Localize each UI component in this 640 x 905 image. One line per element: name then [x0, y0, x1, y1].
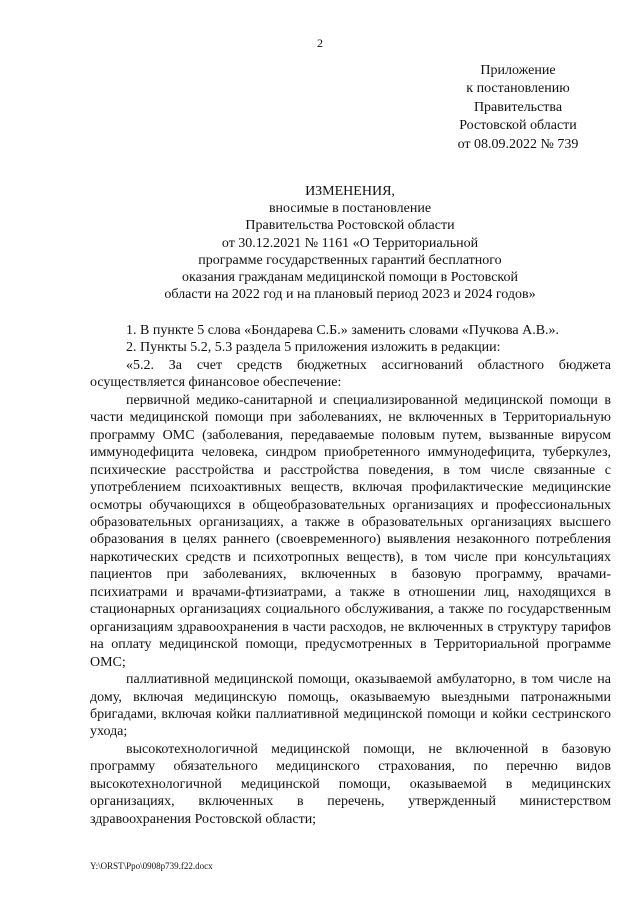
- annex-block: [440, 62, 596, 154]
- paragraph-high-tech: высокотехнологичной медицинской помощи, не включенной в базовую программу обязательного медицинского страхования, по перечню видов высокотехнологичной медицинской помощи, оказываемой в медицинских организациях, включенных в перечень, утвержденный министерством здравоохранения Ростовской области;: [90, 741, 611, 827]
- annex-line: к постановлению: [466, 81, 570, 97]
- annex-line: Правительства: [473, 99, 563, 115]
- document-title: [150, 183, 550, 303]
- title-line: от 30.12.2021 № 1161 «О Территориальной: [221, 235, 479, 251]
- title-heading: ИЗМЕНЕНИЯ,: [305, 184, 395, 199]
- title-line: области на 2022 год и на плановый период 2023 и 2024 годов»: [164, 287, 536, 303]
- title-line: оказания гражданам медицинской помощи в Ростовской: [181, 270, 518, 286]
- document-body: [90, 322, 611, 828]
- title-line: вносимые в постановление: [268, 201, 432, 217]
- item-1: 1. В пункте 5 слова «Бондарева С.Б.» заменить словами «Пучкова А.В.».: [126, 323, 560, 338]
- footer-file-path: Y:\ORST\Ppo\0908p739.f22.docx: [90, 861, 213, 871]
- annex-line: от 08.09.2022 № 739: [457, 136, 579, 152]
- annex-line: Приложение: [480, 63, 556, 78]
- annex-line: Ростовской области: [459, 118, 577, 134]
- paragraph-primary-care: первичной медико-санитарной и специализированной медицинской помощи в части медицинской помощи при заболеваниях, не включенных в Территориальную программу ОМС (заболевания, передаваемые половым путем, вызванные вирусом иммунодефицита человека, синдром приобретенного иммунодефицита, туберкулез, психические расстройства и расстройства поведения, в том числе связанные с употреблением психоактивных веществ, включая профилактические медицинские осмотры обучающихся в общеобразовательных организациях и профессиональных образовательных организациях, а также в образовательных организациях высшего образования в целях раннего (своевременного) выявления незаконного потребления наркотических средств и психотропных веществ), в том числе при консультациях пациентов при заболеваниях, включенных в базовую программу, врачами-психиатрами и врачами-фтизиатрами, а также в отношении лиц, находящихся в стационарных организациях социального обслуживания, а также по государственным организациям здравоохранения в части расходов, не включенных в структуру тарифов на оплату медицинской помощи, предусмотренных в Территориальной программе ОМС;: [90, 392, 611, 670]
- title-line: программе государственных гарантий бесплатного: [198, 252, 502, 268]
- title-line: Правительства Ростовской области: [245, 218, 455, 234]
- page-number: 2: [317, 36, 323, 50]
- paragraph-intro: «5.2. За счет средств бюджетных ассигнований областного бюджета осуществляется финансовое обеспечение:: [90, 357, 611, 391]
- item-2: 2. Пункты 5.2, 5.3 раздела 5 приложения изложить в редакции:: [126, 340, 501, 356]
- paragraph-palliative: паллиативной медицинской помощи, оказываемой амбулаторно, в том числе на дому, включая медицинскую помощь, оказываемую выездными патронажными бригадами, включая койки паллиативной медицинской помощи и койки сестринского ухода;: [90, 672, 611, 740]
